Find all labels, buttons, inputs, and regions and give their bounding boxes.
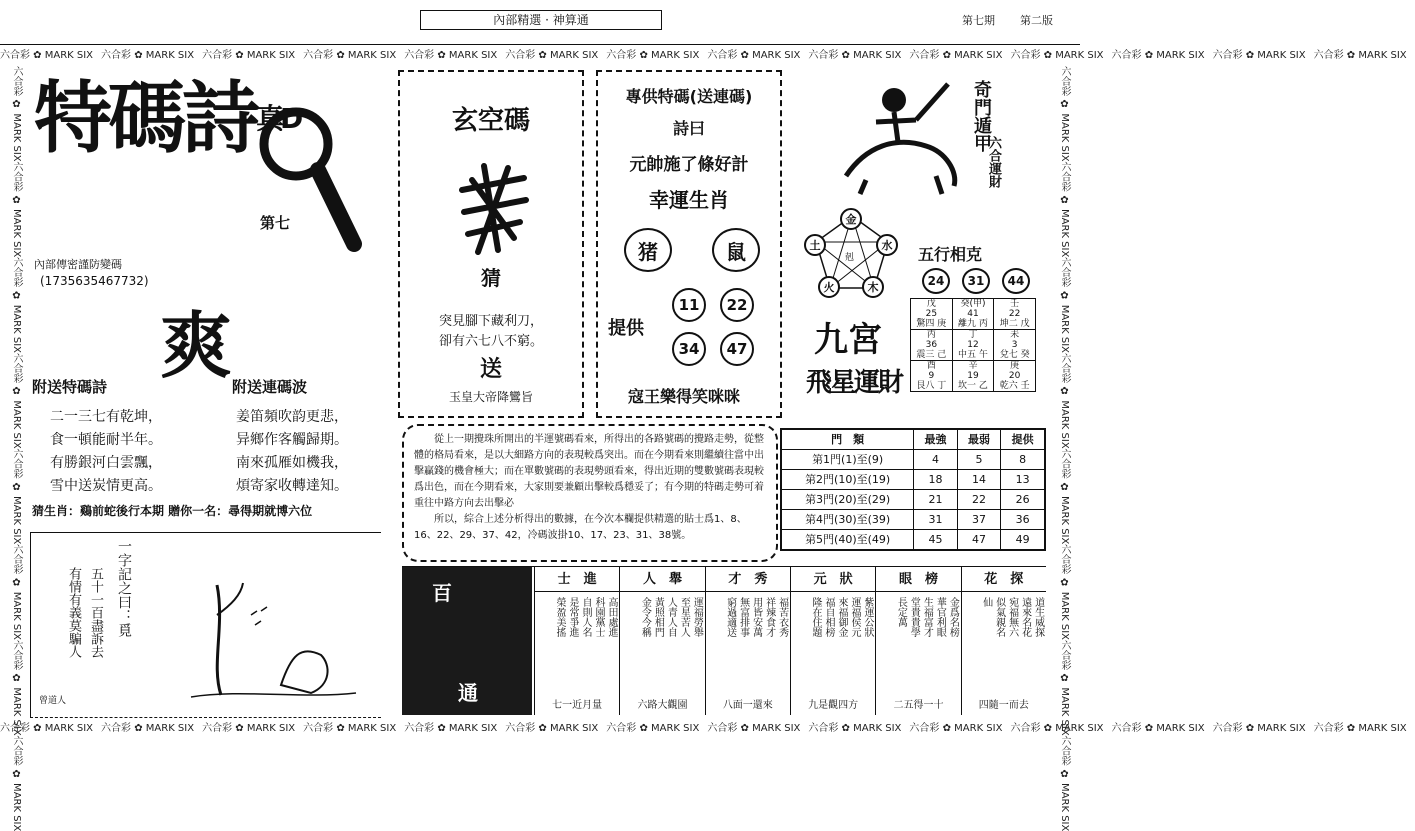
band-label: 六合彩 ✿ MARK SIX — [1059, 735, 1070, 831]
poem-block — [50, 406, 162, 498]
xuan-send: 送 — [479, 357, 502, 382]
xuan-line: 突見腳下藏利刀， — [438, 314, 543, 329]
table-cell: 第3門(20)至(29) — [781, 490, 914, 510]
table-cell: 第5門(40)至(49) — [781, 530, 914, 551]
right-section — [790, 70, 1046, 420]
zodiac-line: 猜生肖：鷄前蛇後行本期 贈你一名：尋得期就博六位 — [32, 504, 313, 518]
band-label: 六合彩 ✿ MARK SIX — [606, 723, 700, 734]
band-label: 六合彩 ✿ MARK SIX — [1059, 640, 1070, 736]
strip-column-title: 士 進 — [535, 569, 619, 592]
element-node: 水 — [876, 234, 898, 256]
special-footer: 寇王樂得笑咪咪 — [628, 387, 741, 406]
band-label: 六合彩 ✿ MARK SIX — [101, 723, 195, 734]
xuan-footer: 玉皇大帝降鸞旨 — [448, 390, 533, 404]
grid-cell: 辛 19 坎一 乙 — [952, 361, 994, 392]
band-label: 六合彩 ✿ MARK SIX — [11, 448, 22, 545]
band-label: 六合彩 ✿ MARK SIX — [11, 735, 22, 831]
element-node: 木 — [862, 276, 884, 298]
strip-text-column: 金令今稱 — [639, 597, 651, 637]
strip-text-column: 宛福無六 — [1006, 597, 1018, 637]
strip-image-char: 百 — [432, 581, 452, 605]
sketch-illustration — [181, 555, 361, 705]
band-label: 六合彩 ✿ MARK SIX — [11, 640, 22, 736]
table-cell: 21 — [914, 490, 957, 510]
riddle-title: 一字記之曰：覓 — [116, 539, 132, 637]
page-label: 第二版 — [1020, 14, 1053, 27]
band-label: 六合彩 ✿ MARK SIX — [11, 161, 22, 258]
issue-stamp: 第七 — [260, 214, 291, 232]
strip-text-column: 長定萬 — [895, 597, 907, 627]
band-label: 六合彩 ✿ MARK SIX — [808, 723, 902, 734]
strip-column — [875, 567, 960, 715]
analysis-paragraph: 所以，綜合上述分析得出的數據，在今次本欄提供精選的貼士爲1、8、16、22、29、37、42，冷碼波掛10、17、23、31、38號。 — [414, 514, 747, 541]
main-title-text: 特碼詩 — [34, 74, 257, 164]
xuan-box — [398, 70, 584, 418]
table-row — [781, 530, 1045, 551]
signature: 曾道人 — [39, 696, 67, 706]
special-poem-line: 元帥施了條好計 — [629, 155, 749, 175]
strip-image-char: 通 — [458, 681, 478, 705]
element-node: 金 — [840, 208, 862, 230]
band-label: 六合彩 ✿ MARK SIX — [1010, 723, 1104, 734]
special-poem-label: 詩曰 — [672, 119, 705, 138]
wave-line: 姜笛頻吹韵更悲， — [236, 409, 348, 425]
table-cell: 13 — [1001, 470, 1045, 490]
lucky-title: 幸運生肖 — [649, 188, 729, 212]
band-label: 六合彩 ✿ MARK SIX — [404, 50, 498, 61]
strip-image — [402, 567, 532, 715]
number-circle: 22 — [720, 288, 754, 322]
table-header: 門 類 — [781, 429, 914, 450]
band-label: 六合彩 ✿ MARK SIX — [1059, 448, 1070, 545]
issue-label: 第七期 — [962, 14, 995, 27]
strip-text-column: 至星苦人 — [678, 597, 690, 637]
strip-column-footer: 八面一還來 — [722, 700, 773, 711]
special-title: 專供特碼(送連碼) — [625, 87, 753, 106]
band-label: 六合彩 ✿ MARK SIX — [1111, 723, 1205, 734]
band-label: 六合彩 ✿ MARK SIX — [11, 257, 22, 354]
phone-number: (1735635467732) — [40, 274, 149, 288]
liuhe-title: 六合運財 — [986, 136, 1001, 188]
table-cell: 18 — [914, 470, 957, 490]
table-cell: 26 — [1001, 490, 1045, 510]
provide-label: 提供 — [608, 318, 644, 339]
strip-column — [961, 567, 1046, 715]
grid-cell: 丙 36 震三 己 — [911, 330, 953, 361]
table-header-row — [781, 429, 1045, 450]
band-label: 六合彩 ✿ MARK SIX — [707, 723, 801, 734]
table-cell: 31 — [914, 510, 957, 530]
talisman-icon — [454, 160, 534, 256]
table-header: 最弱 — [957, 429, 1000, 450]
poem-line: 有勝銀河白雲飄， — [50, 455, 162, 471]
wuxing-title: 五行相克 — [918, 245, 983, 264]
poem-line: 雪中送炭情更高。 — [50, 478, 162, 494]
table-cell: 14 — [957, 470, 1000, 490]
strip-text-column: 高田處進 — [606, 597, 617, 637]
grid-cell: 酉 9 艮八 丁 — [911, 361, 953, 392]
wave-line: 异鄉作客觸歸期。 — [236, 432, 348, 448]
number-circle: 34 — [672, 332, 706, 366]
band-label: 六合彩 ✿ MARK SIX — [11, 66, 22, 162]
strip-text-column: 運福勞舉 — [691, 597, 703, 637]
table-cell: 第2門(10)至(19) — [781, 470, 914, 490]
strip-text-column: 人青人自 — [665, 597, 677, 637]
strip-text-column: 堂貴貴學 — [908, 597, 920, 637]
strip-column-footer: 九是觀四方 — [808, 700, 859, 711]
band-label: 六合彩 ✿ MARK SIX — [11, 544, 22, 641]
band-label: 六合彩 ✿ MARK SIX — [1059, 544, 1070, 641]
band-label: 六合彩 ✿ MARK SIX — [1059, 353, 1070, 449]
band-label: 六合彩 ✿ MARK SIX — [1059, 257, 1070, 354]
secret-line: 內部傳密謹防變碼 — [34, 258, 122, 271]
element-node: 土 — [804, 234, 826, 256]
riddle-col: 有情有義莫騙人 — [66, 567, 81, 658]
grid-cell: 戊 25 驚四 庚 — [911, 299, 953, 330]
strip-columns — [534, 567, 1046, 715]
band-label: 六合彩 ✿ MARK SIX — [303, 50, 397, 61]
table-cell: 47 — [957, 530, 1000, 551]
strip-text-column: 運福侯元 — [848, 597, 860, 637]
strip-column-title: 人 舉 — [620, 569, 704, 592]
nine-palace-grid — [910, 298, 1036, 392]
strip-text-column: 祥辣食才 — [763, 597, 775, 637]
strip-column-body — [624, 597, 702, 687]
grid-cell: 庚 20 乾六 壬 — [994, 361, 1036, 392]
strip-text-column: 生福富才 — [921, 597, 933, 637]
strip-text-column: 紫運公狀 — [861, 597, 873, 637]
band-label: 六合彩 ✿ MARK SIX — [101, 50, 195, 61]
table-cell: 22 — [957, 490, 1000, 510]
strip-column-title: 元 狀 — [791, 569, 875, 592]
band-label: 六合彩 ✿ MARK SIX — [808, 50, 902, 61]
strip-text-column: 仙 — [980, 597, 992, 607]
band-label: 六合彩 ✿ MARK SIX — [404, 723, 498, 734]
jiugong-title: 九宮 — [814, 320, 882, 360]
strip-column-body — [880, 597, 958, 687]
wave-title: 附送連碼波 — [232, 378, 308, 396]
strip-text-column: 科園黨士 — [593, 597, 604, 637]
strip-column-body — [795, 597, 873, 687]
band-label: 六合彩 ✿ MARK SIX — [606, 50, 700, 61]
strip-text-column: 無富排事 — [737, 597, 749, 637]
element-center: 剋 — [845, 253, 855, 263]
number-circle: 11 — [672, 288, 706, 322]
wuxing-number: 24 — [922, 268, 950, 294]
band-label: 六合彩 ✿ MARK SIX — [909, 723, 1003, 734]
band-label: 六合彩 ✿ MARK SIX — [1212, 723, 1306, 734]
feixing-title: 飛星運財 — [806, 368, 903, 398]
bottom-strip — [402, 566, 1046, 717]
strip-column-footer: 七一近月量 — [552, 700, 603, 711]
table-cell: 第4門(30)至(39) — [781, 510, 914, 530]
table-cell: 36 — [1001, 510, 1045, 530]
strip-text-column: 華官利眼 — [934, 597, 946, 637]
right-band — [1050, 66, 1072, 831]
strip-column-title: 才 秀 — [706, 569, 790, 592]
table-row — [781, 490, 1045, 510]
strip-text-column: 是常爭進 — [567, 597, 578, 637]
wave-line: 南來孤雁如機我， — [236, 455, 348, 471]
grid-cell: 癸(甲) 41 離九 丙 — [952, 299, 994, 330]
header-center-title: 內部精選 · 神算通 — [420, 10, 662, 30]
band-label: 六合彩 ✿ MARK SIX — [909, 50, 1003, 61]
zodiac-circle: 鼠 — [712, 228, 760, 272]
element-node: 火 — [818, 276, 840, 298]
strip-column-title: 花 探 — [962, 569, 1046, 592]
warrior-on-horse-illustration — [836, 76, 966, 196]
main-title-small: 真D — [256, 102, 300, 135]
strip-text-column: 窮過適送 — [724, 597, 736, 637]
table-header: 提供 — [1001, 429, 1045, 450]
top-band — [0, 44, 1407, 67]
strip-column — [790, 567, 875, 715]
poem-line: 二一三七有乾坤， — [50, 409, 162, 425]
grid-cell: 未 3 兌七 癸 — [994, 330, 1036, 361]
band-label: 六合彩 ✿ MARK SIX — [1212, 50, 1306, 61]
special-box — [596, 70, 782, 418]
strip-column-body — [966, 597, 1044, 687]
strip-text-column: 用皆安萬 — [750, 597, 762, 637]
band-label: 六合彩 ✿ MARK SIX — [0, 723, 94, 734]
strip-text-column: 福苦衣秀 — [776, 597, 788, 637]
band-label: 六合彩 ✿ MARK SIX — [505, 50, 599, 61]
band-label: 六合彩 ✿ MARK SIX — [707, 50, 801, 61]
table-cell: 45 — [914, 530, 957, 551]
strip-column-footer: 二五得一十 — [893, 700, 944, 711]
table-row — [781, 510, 1045, 530]
strip-text-column: 隆在住題 — [809, 597, 821, 637]
band-label: 六合彩 ✿ MARK SIX — [202, 50, 296, 61]
strip-column-footer: 四隨一而去 — [978, 700, 1029, 711]
band-label: 六合彩 ✿ MARK SIX — [1059, 161, 1070, 258]
band-label: 六合彩 ✿ MARK SIX — [202, 723, 296, 734]
strip-column — [705, 567, 790, 715]
left-band — [2, 66, 24, 831]
analysis-paragraph: 從上一期攪珠所開出的半運號碼看來，所得出的各路號碼的攪路走勢，從整體的格局看來，是以大細路方向的表現較爲突出。而在今期看來則繼續往當中出擊贏錢的機會極大；而在單數號碼的表現勢頭看來，得出近期的雙數號碼表現較爲出色，而在今期看來，大家則要兼顧出擊較爲穩妥了；有今期的特碼走勢可着重往中路方向去出擊必 — [414, 434, 764, 509]
strip-text-column: 道生威探 — [1032, 597, 1044, 637]
table-row — [781, 450, 1045, 470]
band-label: 六合彩 ✿ MARK SIX — [11, 353, 22, 449]
left-section — [28, 70, 388, 530]
band-label: 六合彩 ✿ MARK SIX — [1111, 50, 1205, 61]
riddle-col: 五十一百盡訴去 — [88, 567, 103, 658]
band-label: 六合彩 ✿ MARK SIX — [1313, 723, 1407, 734]
wuxing-number: 44 — [1002, 268, 1030, 294]
big-character: 爽 — [160, 304, 233, 388]
strip-text-column: 遠來名花 — [1019, 597, 1031, 637]
qimen-title: 奇門遁甲 — [971, 80, 992, 152]
table-row — [781, 470, 1045, 490]
wave-block — [236, 406, 348, 498]
band-label: 六合彩 ✿ MARK SIX — [303, 723, 397, 734]
strip-text-column: 黃照相門 — [652, 597, 664, 637]
table-cell: 5 — [957, 450, 1000, 470]
table-header: 最強 — [914, 429, 957, 450]
xuan-guess: 猜 — [481, 266, 501, 290]
strip-column-footer: 六路大觀園 — [637, 700, 688, 711]
strip-column-body — [539, 597, 617, 687]
table-cell: 8 — [1001, 450, 1045, 470]
analysis-box — [402, 424, 778, 562]
header-bar — [0, 0, 1080, 40]
table-cell: 49 — [1001, 530, 1045, 551]
strip-text-column: 榮盈美搖 — [554, 597, 565, 637]
band-label: 六合彩 ✿ MARK SIX — [1010, 50, 1104, 61]
riddle-box — [30, 532, 381, 718]
wuxing-number: 31 — [962, 268, 990, 294]
strip-column — [619, 567, 704, 715]
band-label: 六合彩 ✿ MARK SIX — [0, 50, 94, 61]
strip-text-column: 福自相榜 — [822, 597, 834, 637]
table-cell: 第1門(1)至(9) — [781, 450, 914, 470]
strip-text-column: 來福御金 — [835, 597, 847, 637]
bottom-band — [0, 718, 1407, 740]
zodiac-circle: 猪 — [624, 228, 672, 272]
strip-text-column: 金爲名榜 — [947, 597, 959, 637]
band-label: 六合彩 ✿ MARK SIX — [505, 723, 599, 734]
band-label: 六合彩 ✿ MARK SIX — [1059, 66, 1070, 162]
grid-cell: 壬 22 坤二 戊 — [994, 299, 1036, 330]
poem-title: 附送特碼詩 — [32, 378, 108, 396]
strip-column-title: 眼 榜 — [876, 569, 960, 592]
table-cell: 4 — [914, 450, 957, 470]
strip-column — [534, 567, 619, 715]
xuan-line: 卻有六七八不窮。 — [438, 334, 543, 349]
strip-text-column: 自則人名 — [580, 597, 591, 637]
number-circle: 47 — [720, 332, 754, 366]
poem-line: 食一頓能耐半年。 — [50, 432, 162, 448]
table-cell: 37 — [957, 510, 1000, 530]
wave-line: 煩寄家收轉達知。 — [236, 478, 348, 494]
grid-cell: 丁 12 中五 午 — [952, 330, 994, 361]
strip-text-column: 似氣親名 — [993, 597, 1005, 637]
strip-column-body — [710, 597, 788, 687]
band-label: 六合彩 ✿ MARK SIX — [1313, 50, 1407, 61]
door-table — [780, 428, 1046, 551]
xuan-title: 玄空碼 — [451, 106, 530, 136]
